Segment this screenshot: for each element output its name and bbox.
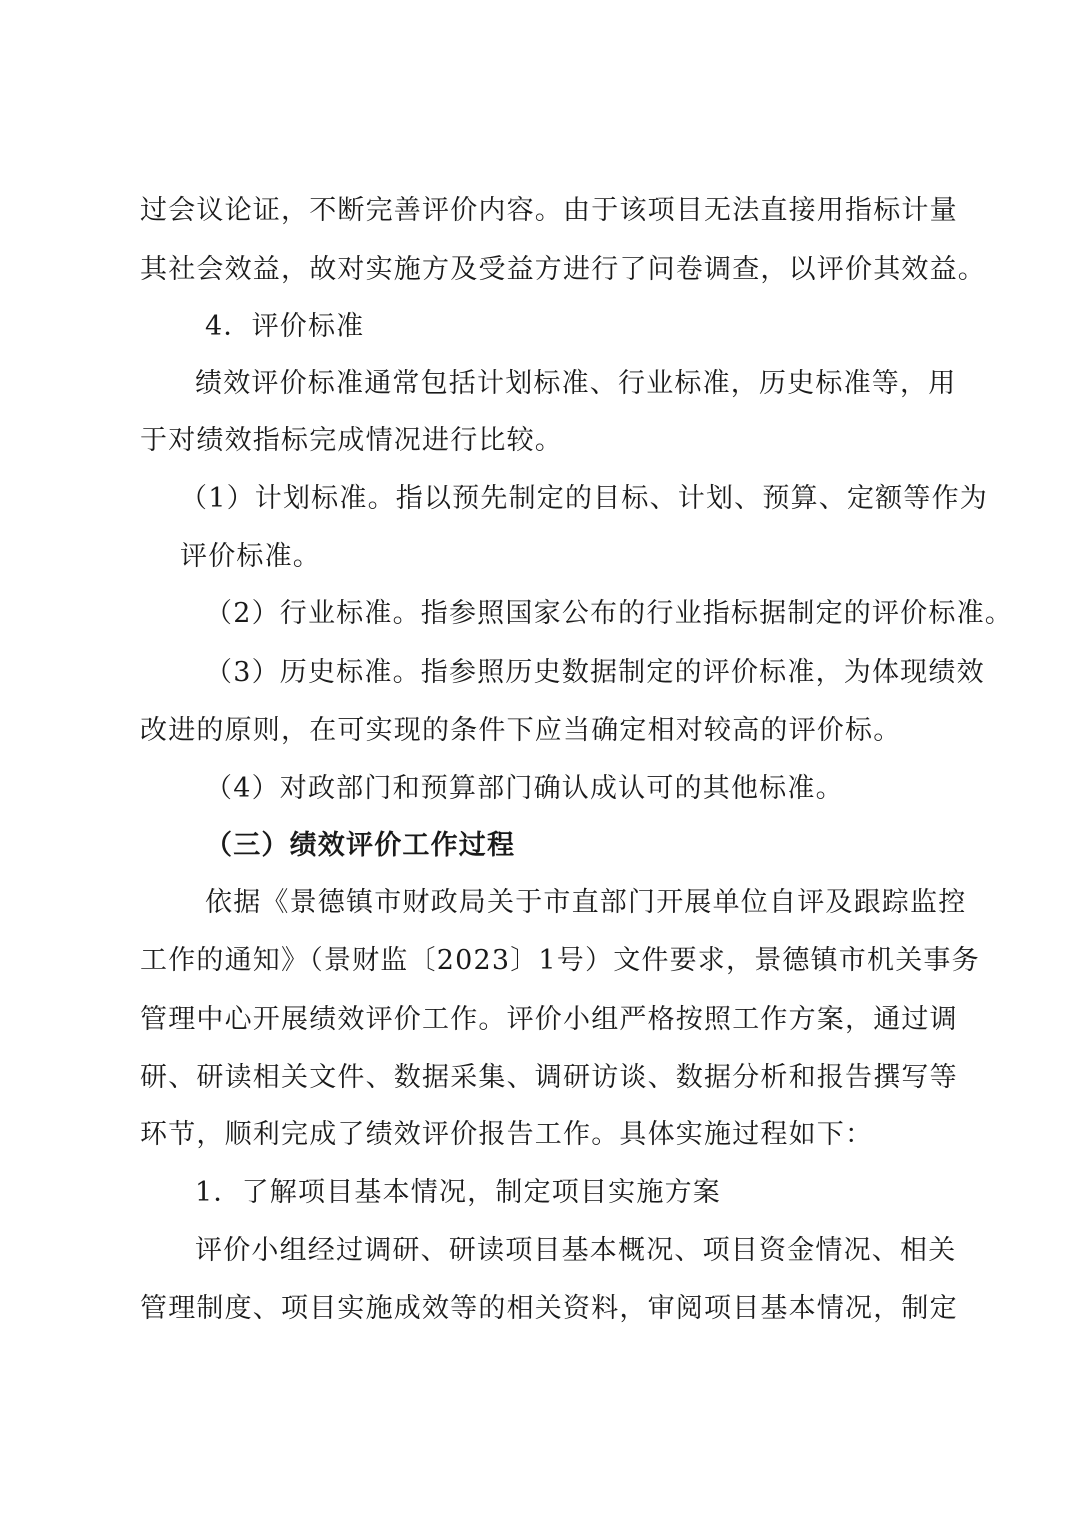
paragraph-line: 研、研读相关文件、数据采集、调研访谈、数据分析和报告撰写等 [140, 1062, 958, 1093]
section-heading: （三）绩效评价工作过程 [205, 830, 516, 861]
list-item-continuation: 评价标准。 [180, 541, 321, 572]
list-item-continuation: 改进的原则，在可实现的条件下应当确定相对较高的评价标。 [140, 715, 902, 746]
section-heading: 4．评价标准 [205, 311, 365, 342]
paragraph-line: 绩效评价标准通常包括计划标准、行业标准，历史标准等，用 [195, 368, 957, 399]
paragraph-line: 过会议论证，不断完善评价内容。由于该项目无法直接用指标计量 [140, 195, 958, 226]
paragraph-line: 评价小组经过调研、研读项目基本概况、项目资金情况、相关 [195, 1235, 957, 1266]
list-item: （1）计划标准。指以预先制定的目标、计划、预算、定额等作为 [180, 483, 988, 514]
paragraph-line: 管理中心开展绩效评价工作。评价小组严格按照工作方案，通过调 [140, 1004, 958, 1035]
list-item: （2）行业标准。指参照国家公布的行业指标据制定的评价标准。 [205, 598, 1013, 629]
paragraph-line: 环节，顺利完成了绩效评价报告工作。具体实施过程如下： [140, 1119, 874, 1150]
list-item: （3）历史标准。指参照历史数据制定的评价标准，为体现绩效 [205, 657, 985, 688]
list-item: （4）对政部门和预算部门确认成认可的其他标准。 [205, 773, 844, 804]
section-heading: 1．了解项目基本情况，制定项目实施方案 [195, 1177, 721, 1208]
paragraph-line: 依据《景德镇市财政局关于市直部门开展单位自评及跟踪监控 [205, 887, 967, 918]
paragraph-line: 于对绩效指标完成情况进行比较。 [140, 425, 563, 456]
paragraph-line: 工作的通知》（景财监〔2023〕1号）文件要求，景德镇市机关事务 [140, 945, 980, 976]
paragraph-line: 其社会效益，故对实施方及受益方进行了问卷调查，以评价其效益。 [140, 254, 986, 285]
paragraph-line: 管理制度、项目实施成效等的相关资料，审阅项目基本情况，制定 [140, 1293, 958, 1324]
